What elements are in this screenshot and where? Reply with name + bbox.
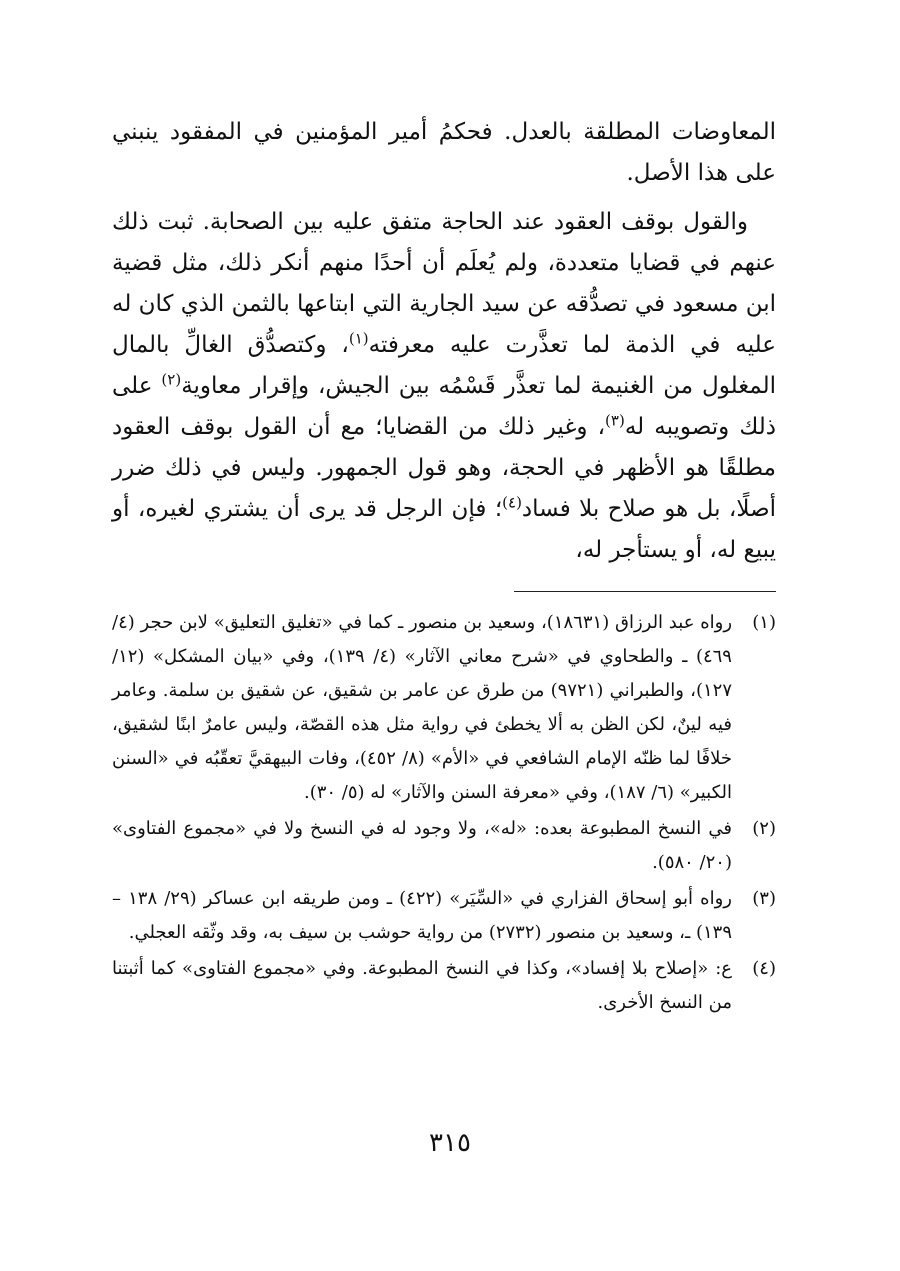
paragraph-2-part-a: والقول بوقف العقود عند الحاجة متفق عليه بين الصحابة. ثبت ذلك عنهم في قضايا متعددة، ولم يُعلَم أن أحدًا منهم أنكر ذلك، مثل قضية ابن مسعود في تصدُّقه عن سيد الجارية التي ابتاعها بالثمن الذي كان له عليه في الذمة لما تعذَّرت عليه معرفته [111,209,776,358]
paragraph-2-part-d: ، وغير ذلك من القضايا؛ مع أن القول بوقف العقود مطلقًا هو الأظهر في الحجة، وهو قول الجمهور. وليس في ذلك ضرر أصلًا، بل هو صلاح بلا فساد [112,414,776,522]
footnote-1 [112,606,776,810]
paragraph-1: المعاوضات المطلقة بالعدل. فحكمُ أمير المؤمنين في المفقود ينبني على هذا الأصل. [112,119,776,186]
footnote-3 [112,882,776,950]
footnotes [112,606,776,1020]
footnote-number: (٣) [752,888,776,909]
footnote-text: ع: «إصلاح بلا إفساد»، وكذا في النسخ المطبوعة. وفي «مجموع الفتاوى» كما أثبتنا من النسخ الأخرى. [112,958,732,1013]
page-number: ٣١٥ [429,1128,471,1158]
footnote-ref-2[interactable]: (٢) [161,370,182,389]
paragraph-2-part-e: ؛ فإن الرجل قد يرى أن يشتري لغيره، أو يبيع له، أو يستأجر له، [112,496,776,563]
paragraph-2-part-c: على ذلك وتصويبه له [112,373,777,440]
footnote-text: في النسخ المطبوعة بعده: «له»، ولا وجود له في النسخ ولا في «مجموع الفتاوى» (٢٠/ ٥٨٠). [112,818,732,873]
footnote-4 [112,952,776,1020]
footnote-text: رواه عبد الرزاق (١٨٦٣١)، وسعيد بن منصور ـ كما في «تغليق التعليق» لابن حجر (٤/ ٤٦٩) ـ والطحاوي في «شرح معاني الآثار» (٤/ ١٣٩)، وفي «بيان المشكل» (١٢/ ١٢٧)، والطبراني (٩٧٢١) من طرق عن عامر بن شقيق، عن شقيق بن سلمة. وعامر فيه لينٌ، لكن الظن به ألا يخطئ في رواية مثل هذه القصّة، وليس عامرٌ ابنًا لشقيق، خلافًا لما ظنّه الإمام الشافعي في «الأم» (٨/ ٤٥٢)، وفات البيهقيَّ تعقّبُه في «السنن الكبير» (٦/ ١٨٧)، وفي «معرفة السنن والآثار» له (٥/ ٣٠). [112,612,733,803]
footnote-ref-1[interactable]: (١) [348,329,369,348]
footnote-number: (١) [752,612,776,633]
paragraph-2 [112,202,776,571]
footnote-ref-4[interactable]: (٤) [502,493,522,512]
main-text [112,112,776,571]
footnote-number: (٤) [752,958,776,979]
footnote-2 [112,812,776,880]
paragraph-2-part-b: ، وكتصدُّق الغالِّ بالمال المغلول من الغنيمة لما تعذَّر قَسْمُه بين الجيش، وإقرار معاوية [112,332,776,399]
footnote-divider [514,591,776,592]
footnote-number: (٢) [752,818,776,839]
page-content [112,112,776,1022]
footnote-text: رواه أبو إسحاق الفزاري في «السِّيَر» (٤٢٢) ـ ومن طريقه ابن عساكر (٢٩/ ١٣٨ – ١٣٩) ـ، وسعيد بن منصور (٢٧٣٢) من رواية حوشب بن سيف به، وقد وثّقه العجلي. [112,888,732,943]
footnote-ref-3[interactable]: (٣) [605,411,625,430]
